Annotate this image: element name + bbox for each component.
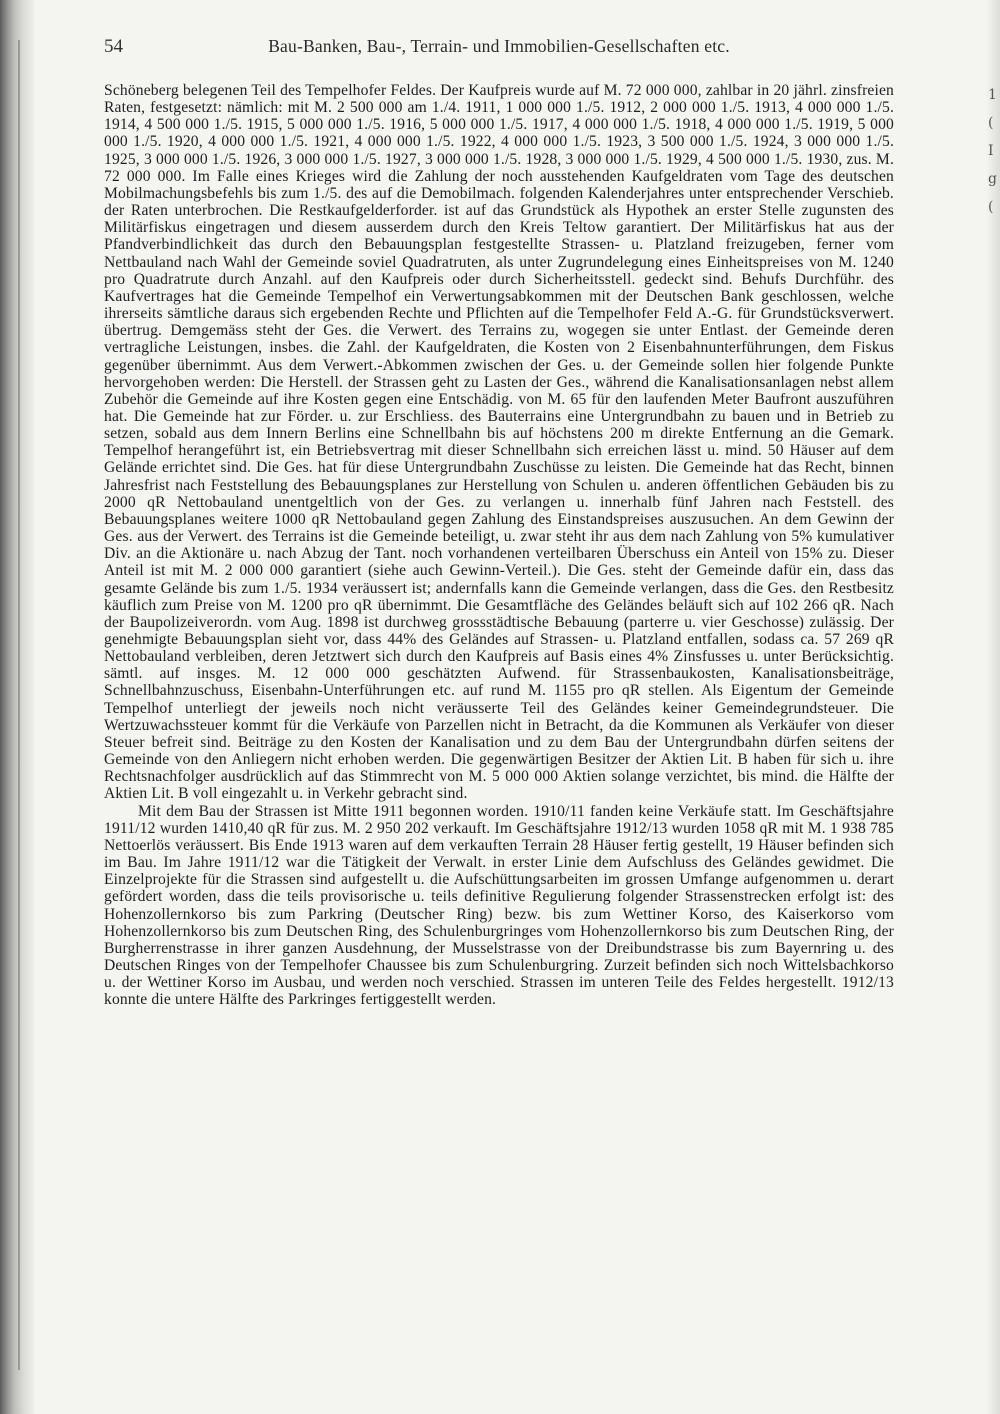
- paragraph: Mit dem Bau der Strassen ist Mitte 1911 begonnen worden. 1910/11 fanden keine Verkäufe statt. Im Geschäftsjahre 1911/12 wurden 1410,40 qR für zus. M. 2 950 202 verkauft. Im Geschäftsjahre 1912/13 wurden 1058 qR mit M. 1 938 785 Nettoerlös veräussert. Bis Ende 1913 waren auf dem verkauften Terrain 28 Häuser fertig gestellt, 19 Häuser befinden sich im Bau. Im Jahre 1911/12 war die Tätigkeit der Verwalt. in erster Linie dem Aufschluss des Geländes gewidmet. Die Einzelprojekte für die Strassen sind aufgestellt u. die Aufschüttungsarbeiten im grossen Umfange aufgenommen u. derart gefördert worden, dass die teils provisorische u. teils definitive Regulierung folgender Strassenstrecken erfolgt ist: des Hohenzollernkorso bis zum Parkring (Deutscher Ring) bezw. bis zum Wettiner Korso, des Kaiserkorso vom Hohenzollernkorso bis zum Deutschen Ring, des Schulenburgringes vom Hohenzollernkorso bis zum Deutschen Ring, der Burgherrenstrasse in ihrer ganzen Ausdehnung, der Musselstrasse von der Dreibundstrasse bis zum Bayernring u. des Deutschen Ringes von der Tempelhofer Chaussee bis zum Schulenburgring. Zurzeit befinden sich noch Wittelsbachkorso u. der Wettiner Korso im Ausbau, und werden noch verschied. Strassen im unteren Teile des Feldes hergestellt. 1912/13 konnte die untere Hälfte des Parkringes fertiggestellt werden.: [104, 802, 894, 1009]
- page-number: 54: [104, 36, 123, 57]
- page-header: [104, 36, 894, 62]
- paragraph: Schöneberg belegenen Teil des Tempelhofer Feldes. Der Kaufpreis wurde auf M. 72 000 000, zahlbar in 20 jährl. zinsfreien Raten, festgesetzt: nämlich: mit M. 2 500 000 am 1./4. 1911, 1 000 000 1./5. 1912, 2 000 000 1./5. 1913, 4 000 000 1./5. 1914, 4 500 000 1./5. 1915, 5 000 000 1./5. 1916, 5 000 000 1./5. 1917, 4 000 000 1./5. 1918, 4 000 000 1./5. 1919, 5 000 000 1./5. 1920, 4 000 000 1./5. 1921, 4 000 000 1./5. 1922, 4 000 000 1./5. 1923, 3 500 000 1./5. 1924, 3 000 000 1./5. 1925, 3 000 000 1./5. 1926, 3 000 000 1./5. 1927, 3 000 000 1./5. 1928, 3 000 000 1./5. 1929, 4 500 000 1./5. 1930, zus. M. 72 000 000. Im Falle eines Krieges wird die Zahlung der noch ausstehenden Kaufgeldraten vom Tage des deutschen Mobilmachungsbefehls bis zum 1./5. des auf die Demobilmach. folgenden Kalenderjahres unter entsprechender Verschieb. der Raten unterbrochen. Die Restkaufgelderforder. ist auf das Grundstück als Hypothek an erster Stelle zugunsten des Militärfiskus eingetragen und diesem ausserdem durch den Kreis Teltow garantiert. Der Militärfiskus hat aus der Pfandverbindlichkeit das durch den Bebauungsplan festgestellte Strassen- u. Platzland freizugeben, ferner vom Nettbauland nach Wahl der Gemeinde soviel Quadratruten, als unter Zugrundelegung eines Einheitspreises von M. 1240 pro Quadratrute durch Anzahl. auf den Kaufpreis oder durch Sicherheitsstell. gedeckt sind. Behufs Durchführ. des Kaufvertrages hat die Gemeinde Tempelhof ein Verwertungsabkommen mit der Deutschen Bank geschlossen, welche ihrerseits sämtliche daraus sich ergebenden Rechte und Pflichten auf die Tempelhofer Feld A.-G. für Grundstücksverwert. übertrug. Demgemäss steht der Ges. die Verwert. des Terrains zu, wogegen sie unter Entlast. der Gemeinde deren vertragliche Leistungen, insbes. die Zahl. der Kaufgeldraten, die Kosten von 2 Eisenbahnunterführungen, dem Fiskus gegenüber übernimmt. Aus dem Verwert.-Abkommen zwischen der Ges. u. der Gemeinde sollen hier folgende Punkte hervorgehoben werden: Die Herstell. der Strassen geht zu Lasten der Ges., während die Kanalisationsanlagen nebst allem Zubehör die Gemeinde auf ihre Kosten gegen eine Entschädig. von M. 65 für den laufenden Meter Baufront auszuführen hat. Die Gemeinde hat zur Förder. u. zur Erschliess. des Bauterrains eine Untergrundbahn zu bauen und in Betrieb zu setzen, sobald aus dem Innern Berlins eine Schnellbahn bis auf höchstens 200 m direkte Entfernung an die Gemark. Tempelhof herangeführt ist, ein Betriebsvertrag mit dieser Schnellbahn sich erreichen lässt u. mind. 50 Häuser auf dem Gelände errichtet sind. Die Ges. hat für diese Untergrundbahn Zuschüsse zu leisten. Die Gemeinde hat das Recht, binnen Jahresfrist nach Feststellung des Bebauungsplanes zur Herstellung von Schulen u. anderen öffentlichen Gebäuden bis zu 2000 qR Nettobauland unentgeltlich von der Ges. zu verlangen u. innerhalb fünf Jahren nach Feststell. des Bebauungsplanes weitere 1000 qR Nettobauland gegen Zahlung des Einstandspreises auszusuchen. An dem Gewinn der Ges. aus der Verwert. des Terrains ist die Gemeinde beteiligt, u. zwar steht ihr aus dem nach Zahlung von 5% kumulativer Div. an die Aktionäre u. nach Abzug der Tant. noch vorhandenen verteilbaren Überschuss ein Anteil von 15% zu. Dieser Anteil ist mit M. 2 000 000 garantiert (siehe auch Gewinn-Verteil.). Die Ges. steht der Gemeinde dafür ein, dass das gesamte Gelände bis zum 1./5. 1934 veräussert ist; andernfalls kann die Gemeinde verlangen, dass die Ges. den Restbesitz käuflich zum Preise von M. 1200 pro qR übernimmt. Die Gesamtfläche des Geländes beläuft sich auf 102 266 qR. Nach der Baupolizeiverordn. vom Aug. 1898 ist durchweg grossstädtische Bebauung (parterre u. vier Geschosse) zulässig. Der genehmigte Bebauungsplan sieht vor, dass 44% des Geländes auf Strassen- u. Platzland entfallen, sodass ca. 57 269 qR Nettobauland verbleiben, deren Jetztwert sich durch den Kaufpreis auf Basis eines 4% Zinsfusses u. unter Berücksichtig. sämtl. auf insges. M. 12 000 000 geschätzten Aufwend. für Strassenbaukosten, Kanalisationsbeiträge, Schnellbahnzuschuss, Eisenbahn-Unterführungen etc. auf rund M. 1155 pro qR stellen. Als Eigentum der Gemeinde Tempelhof unterliegt der jeweils noch nicht veräusserte Teil des Geländes keiner Gemeindegrundsteuer. Die Wertzuwachssteuer kommt für die Verkäufe von Parzellen nicht in Betracht, da die Kommunen als Verkäufer von dieser Steuer befreit sind. Beiträge zu den Kosten der Kanalisation und zu dem Bau der Untergrundbahn dürfen seitens der Gemeinde von den Anliegern nicht erhoben werden. Die gegenwärtigen Besitzer der Aktien Lit. B haben für sich u. ihre Rechtsnachfolger ausdrücklich auf das Stimmrecht von M. 5 000 000 Aktien solange verzichtet, bis mind. die Hälfte der Aktien Lit. B voll eingezahlt u. in Verkehr gebracht sind.: [104, 82, 894, 803]
- book-gutter: [0, 0, 34, 1414]
- body-text: [104, 82, 894, 1372]
- facing-page-edge-marks: 1 ( I g (: [988, 87, 997, 215]
- gutter-binding-line: [18, 40, 20, 1370]
- running-head: Bau-Banken, Bau-, Terrain- und Immobilien-Gesellschaften etc.: [268, 36, 730, 56]
